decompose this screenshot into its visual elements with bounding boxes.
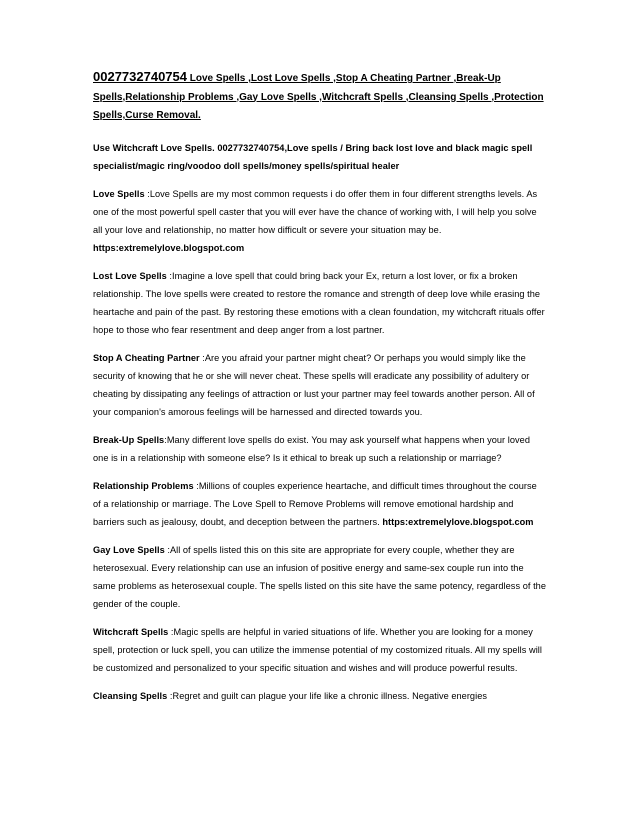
- body-text: :Regret and guilt can plague your life like a chronic illness. Negative energies: [167, 690, 487, 701]
- term: Relationship Problems: [93, 480, 194, 491]
- paragraph-witchcraft-spells: [93, 623, 546, 677]
- title-phone: 0027732740754: [93, 69, 187, 84]
- term: Love Spells: [93, 188, 145, 199]
- body-text: :Many different love spells do exist. You may ask yourself what happens when your loved one is in a relationship with someone else? Is it ethical to break up such a relationship or marriage?: [93, 434, 530, 463]
- link-text: https:extremelylove.blogspot.com: [93, 242, 245, 253]
- body-text: :Millions of couples experience heartache, and difficult times throughout the course of a relationship or marriage. The Love Spell to Remove Problems will remove emotional hardship and barriers such as jealousy, doubt, and deception between the partners.: [93, 480, 537, 527]
- body-text: :Magic spells are helpful in varied situations of life. Whether you are looking for a money spell, protection or luck spell, you can utilize the immense potential of my costomized rituals. All my spells will be customized and personalized to your specific situation and wishes and will produce powerful results.: [93, 626, 542, 673]
- paragraph-break-up-spells: [93, 431, 546, 467]
- term: Witchcraft Spells: [93, 626, 169, 637]
- body-text: :All of spells listed this on this site are appropriate for every couple, whether they are heterosexual. Every relationship can use an infusion of positive energy and same-sex couple run into the same problems as heterosexual couple. The spells listed on this site have the same potency, regardless of the gender of the couple.: [93, 544, 546, 609]
- term: Cleansing Spells: [93, 690, 168, 701]
- body-text: :Imagine a love spell that could bring back your Ex, return a lost lover, or fix a broken relationship. The love spells were created to restore the romance and strength of deep love while erasing the heartache and pain of the past. By restoring these emotions with a clean foundation, my witchcraft rituals offer hope to those who fear resentment and deep anger from a lost partner.: [93, 270, 545, 335]
- link-text: https:extremelylove.blogspot.com: [382, 516, 534, 527]
- paragraph-cleansing-spells: [93, 687, 546, 705]
- paragraph-stop-cheating: [93, 349, 546, 421]
- paragraph-lost-love-spells: [93, 267, 546, 339]
- body-text: :Love Spells are my most common requests i do offer them in four different strengths levels. As one of the most powerful spell caster that you will ever have the chance of working with, I will help you solve all your love and relationship, no matter how difficult or severe your situation may be.: [93, 188, 538, 235]
- title-text: Love Spells ,Lost Love Spells ,Stop A Cheating Partner ,Break-Up Spells,Relationship Problems ,Gay Love Spells ,Witchcraft Spells ,Cleansing Spells ,Protection Spells,Curse Removal.: [93, 73, 544, 121]
- term: Stop A Cheating Partner: [93, 352, 200, 363]
- term: Break-Up Spells: [93, 434, 165, 445]
- paragraph-love-spells: [93, 185, 546, 257]
- term: Gay Love Spells: [93, 544, 165, 555]
- intro-paragraph: Use Witchcraft Love Spells. 0027732740754,Love spells / Bring back lost love and black magic spell specialist/magic ring/voodoo doll spells/money spells/spiritual healer: [93, 142, 533, 171]
- paragraph-relationship-problems: [93, 477, 546, 531]
- document-title: [93, 68, 546, 126]
- paragraph-gay-love-spells: [93, 541, 546, 613]
- body-text: :Are you afraid your partner might cheat? Or perhaps you would simply like the security of knowing that he or she will never cheat. These spells will eradicate any possibility of adultery or cheating by dissipating any feelings of attraction or lust your partner may feel towards another person. All of your companion's amorous feelings will be harnessed and directed towards you.: [93, 352, 535, 417]
- term: Lost Love Spells: [93, 270, 167, 281]
